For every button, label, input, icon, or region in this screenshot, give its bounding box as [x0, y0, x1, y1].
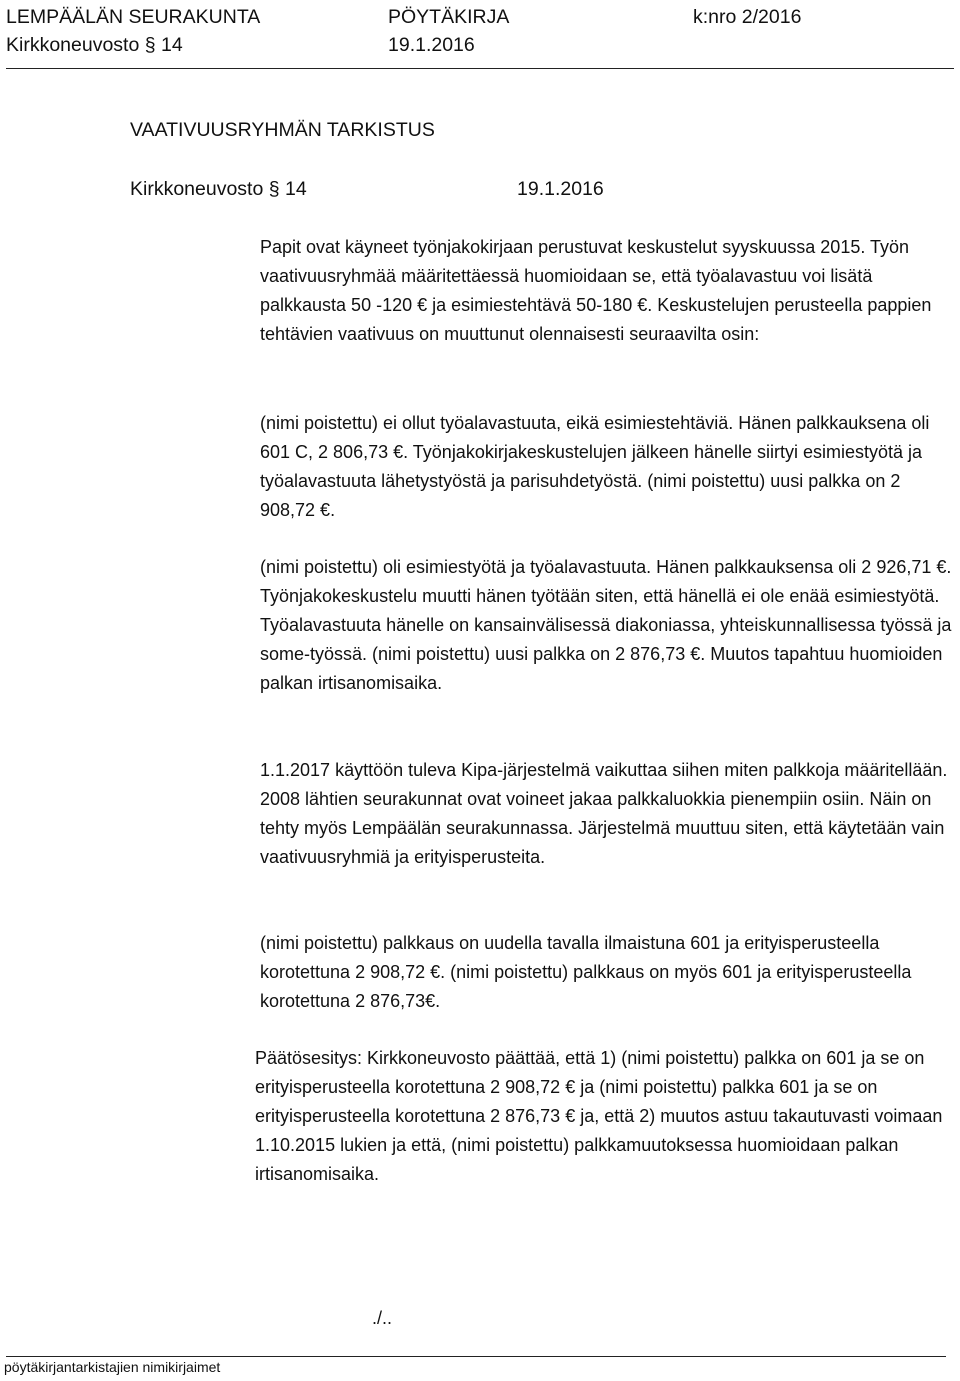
section-body: Kirkkoneuvosto § 14 [130, 178, 307, 200]
paragraph-person-2: (nimi poistettu) oli esimiestyötä ja työalavastuuta. Hänen palkkauksensa oli 2 926,71 €. Työnjakokeskustelu muutti hänen työtään siten, että hänellä ei ole enää esimiestyötä. Työalavastuuta hänelle on kansainvälisessä diakoniassa, yhteiskunnallisessa työssä ja some-työssä. (nimi poistettu) uusi palkka on 2 876,73 €. Muutos tapahtuu huomioiden palkan irtisanomisaika. [260, 557, 952, 693]
footer-divider [6, 1356, 946, 1357]
paragraph-salaries: (nimi poistettu) palkkaus on uudella tavalla ilmaistuna 601 ja erityisperusteella korotettuna 2 908,72 €. (nimi poistettu) palkkaus on myös 601 ja erityisperusteella korotettuna 2 876,73€. [260, 933, 912, 1011]
section-date: 19.1.2016 [517, 178, 604, 200]
footer-initials-label: pöytäkirjantarkistajien nimikirjaimet [4, 1359, 221, 1375]
doc-number: k:nro 2/2016 [693, 6, 802, 28]
header-divider [6, 68, 954, 69]
paragraph-intro: Papit ovat käyneet työnjakokirjaan perustuvat keskustelut syyskuussa 2015. Työn vaativuusryhmää määritettäessä huomioidaan se, että työalavastuu voi lisätä palkkausta 50 -120 € ja esimiestehtävä 50-180 €. Keskustelujen perusteella pappien tehtävien vaativuus on muuttunut olennaisesti seuraavilta osin: [260, 237, 932, 344]
org-name: LEMPÄÄLÄN SEURAKUNTA [6, 6, 261, 28]
continuation-mark: ./.. [372, 1308, 393, 1328]
paragraph-kipa: 1.1.2017 käyttöön tuleva Kipa-järjestelmä vaikuttaa siihen miten palkkoja määritellään. 2008 lähtien seurakunnat ovat voineet jakaa palkkaluokkia pienempiin osiin. Näin on tehty myös Lempäälän seurakunnassa. Järjestelmä muuttuu siten, että käytetään vain vaativuusryhmiä ja erityisperusteita. [260, 760, 948, 867]
section-title: VAATIVUUSRYHMÄN TARKISTUS [130, 119, 435, 141]
doc-type: PÖYTÄKIRJA [388, 6, 510, 28]
decision-proposal: Päätösesitys: Kirkkoneuvosto päättää, että 1) (nimi poistettu) palkka on 601 ja se on erityisperusteella korotettuna 2 908,72 € ja (nimi poistettu) palkka 601 ja se on erityisperusteella korotettuna 2 876,73 € ja, että 2) muutos astuu takautuvasti voimaan 1.10.2015 lukien ja että, (nimi poistettu) palkkamuutoksessa huomioidaan palkan irtisanomisaika. [255, 1048, 943, 1184]
paragraph-person-1: (nimi poistettu) ei ollut työalavastuuta, eikä esimiestehtäviä. Hänen palkkauksena oli 601 C, 2 806,73 €. Työnjakokirjakeskustelujen jälkeen hänelle siirtyi esimiestyötä ja työalavastuuta lähetystyöstä ja parisuhdetyöstä. (nimi poistettu) uusi palkka on 2 908,72 €. [260, 413, 930, 520]
header-body-section: Kirkkoneuvosto § 14 [6, 34, 183, 56]
header-date: 19.1.2016 [388, 34, 475, 56]
